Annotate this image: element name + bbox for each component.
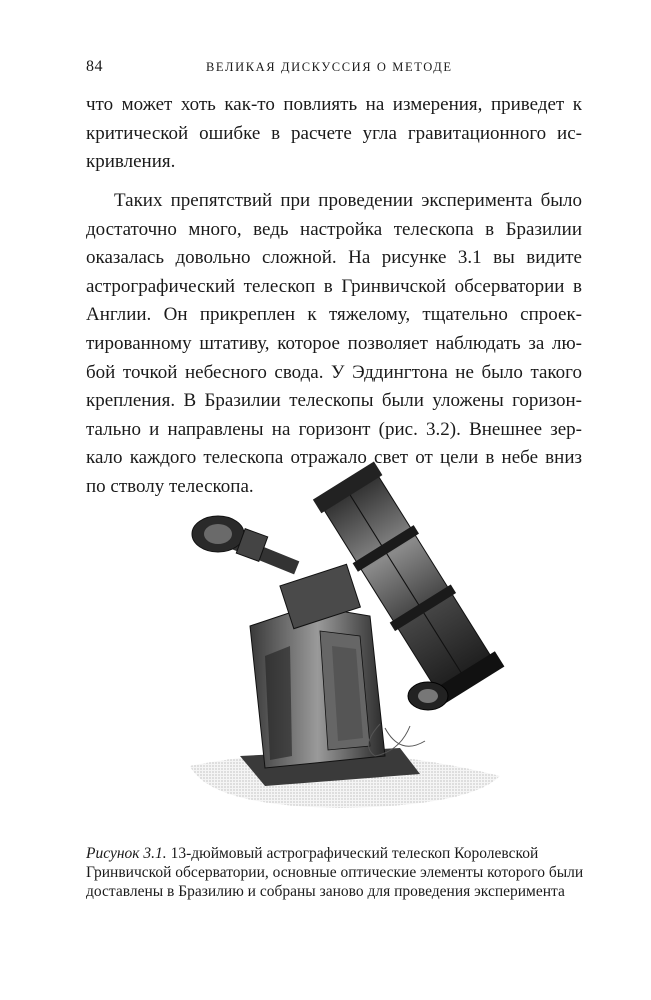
paragraph-1: что может хоть как-то повлиять на измерения, приведет к критической ошибке в расчете угла гравитационного искривления. <box>86 94 582 173</box>
telescope-figure <box>170 456 510 828</box>
paragraph-2: Таких препятствий при проведении эксперимента было достаточно много, ведь настройка телескопа в Бразилии оказалась довольно сложной. На рисунке 3.1 вы видите астрографический телескоп в Гринвичской обсерватории в Англии. Он прикреплен к тяжелому, тщательно спроектированному штативу, которое позволяет наблюдать за любой точкой небесного свода. У Эддингтона не было такого крепления. В Бразилии телескопы были уложены горизонтально и направлены на горизонт (рис. 3.2). Внешнее зеркало каждого телескопа отражало свет от цели в небе вниз по стволу телескопа. <box>86 190 582 497</box>
figure-caption-label: Рисунок 3.1. <box>86 845 167 862</box>
figure-caption <box>86 844 586 901</box>
figure-caption-text: 13-дюймовый астрографический телескоп Королевской Гринвичской обсерватории, основные оптические элементы которого были доставлены в Бразилию и собраны заново для проведения эксперимента <box>86 845 584 900</box>
telescope-illustration <box>170 456 510 828</box>
running-head: ВЕЛИКАЯ ДИСКУССИЯ О МЕТОДЕ <box>206 60 453 74</box>
page-number: 84 <box>86 58 103 75</box>
